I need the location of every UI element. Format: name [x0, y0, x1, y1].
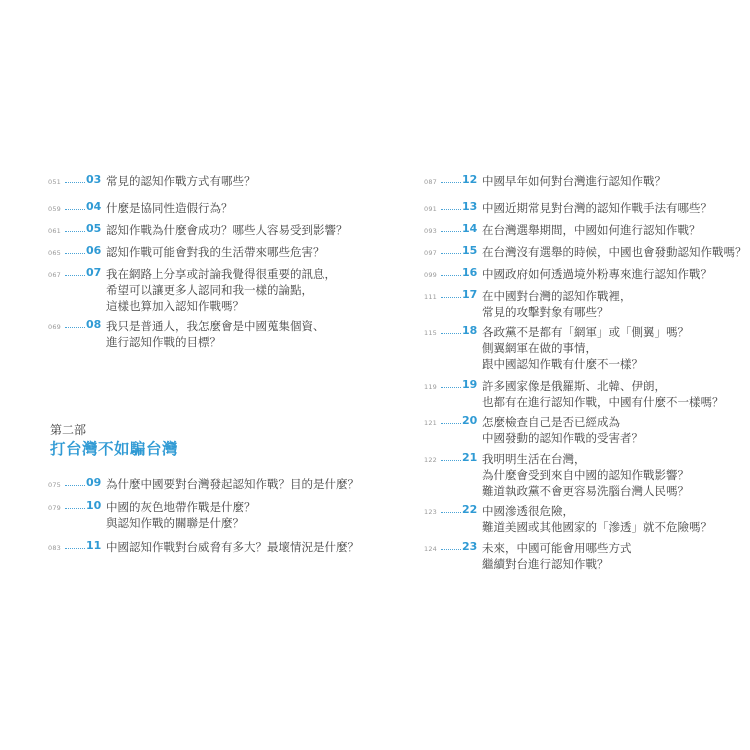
question-line: 什麼是協同性造假行為？	[106, 201, 233, 215]
leader-dots	[441, 291, 461, 298]
leader-dots	[65, 176, 85, 183]
question-line: 繼續對台進行認知作戰？	[482, 557, 609, 571]
leader-dots	[65, 247, 85, 254]
question-text	[106, 539, 361, 555]
question-number: 08	[86, 318, 102, 331]
page-number: 097	[424, 249, 438, 257]
question-line: 中國的灰色地帶作戰是什麼？	[106, 500, 256, 514]
question-text	[482, 288, 737, 320]
question-line: 認知作戰為什麼會成功？哪些人容易受到影響？	[106, 223, 348, 237]
question-line: 許多國家像是俄羅斯、北韓、伊朗，	[482, 379, 666, 393]
question-number: 21	[462, 451, 478, 464]
question-line: 為什麼中國要對台灣發起認知作戰？目的是什麼？	[106, 477, 359, 491]
page-number: 059	[48, 205, 62, 213]
question-text	[482, 503, 737, 535]
question-number: 16	[462, 266, 478, 279]
part-title: 打台灣不如騙台灣	[50, 440, 179, 458]
question-line: 在中國對台灣的認知作戰裡，	[482, 289, 632, 303]
page-number: 093	[424, 227, 438, 235]
question-line: 難道美國或其他國家的「滲透」就不危險嗎？	[482, 520, 712, 534]
question-number: 06	[86, 244, 102, 257]
question-line: 為什麼會受到來自中國的認知作戰影響？	[482, 468, 689, 482]
question-text	[482, 378, 737, 410]
leader-dots	[65, 502, 85, 509]
page-number: 061	[48, 227, 62, 235]
leader-dots	[441, 454, 461, 461]
question-line: 常見的認知作戰方式有哪些？	[106, 174, 256, 188]
question-number: 03	[86, 173, 102, 186]
question-number: 05	[86, 222, 102, 235]
question-number: 15	[462, 244, 478, 257]
question-line: 在台灣沒有選舉的時候，中國也會發動認知作戰嗎？	[482, 245, 747, 259]
question-number: 19	[462, 378, 478, 391]
question-text	[482, 540, 737, 572]
question-number: 12	[462, 173, 478, 186]
page-number: 111	[424, 293, 438, 301]
page-number: 122	[424, 456, 438, 464]
question-text	[106, 222, 361, 238]
leader-dots	[65, 203, 85, 210]
question-number: 20	[462, 414, 478, 427]
question-number: 23	[462, 540, 478, 553]
question-line: 中國早年如何對台灣進行認知作戰？	[482, 174, 666, 188]
leader-dots	[441, 176, 461, 183]
leader-dots	[441, 247, 461, 254]
question-text	[482, 414, 737, 446]
question-number: 04	[86, 200, 102, 213]
page-number: 051	[48, 178, 62, 186]
question-text	[106, 173, 361, 189]
question-line: 難道執政黨不會更容易洗腦台灣人民嗎？	[482, 484, 689, 498]
question-line: 中國政府如何透過境外粉專來進行認知作戰？	[482, 267, 712, 281]
question-line: 中國近期常見對台灣的認知作戰手法有哪些？	[482, 201, 712, 215]
question-line: 中國滲透很危險，	[482, 504, 574, 518]
page-number: 119	[424, 383, 438, 391]
question-text	[106, 476, 361, 492]
question-line: 我明明生活在台灣，	[482, 452, 586, 466]
leader-dots	[441, 381, 461, 388]
question-line: 也都有在進行認知作戰，中國有什麼不一樣嗎？	[482, 395, 724, 409]
question-text	[482, 200, 737, 216]
question-number: 07	[86, 266, 102, 279]
leader-dots	[441, 543, 461, 550]
question-text	[106, 266, 361, 314]
page-number: 069	[48, 323, 62, 331]
question-text	[482, 244, 747, 260]
question-line: 常見的攻擊對象有哪些？	[482, 305, 609, 319]
question-line: 我只是普通人，我怎麼會是中國蒐集個資、	[106, 319, 325, 333]
question-text	[106, 200, 361, 216]
question-number: 14	[462, 222, 478, 235]
page-number: 124	[424, 545, 438, 553]
leader-dots	[65, 479, 85, 486]
leader-dots	[65, 269, 85, 276]
question-number: 18	[462, 324, 478, 337]
question-number: 11	[86, 539, 102, 552]
question-text	[482, 324, 737, 372]
page-number: 091	[424, 205, 438, 213]
page-number: 099	[424, 271, 438, 279]
page-number: 079	[48, 504, 62, 512]
page-number: 087	[424, 178, 438, 186]
leader-dots	[441, 225, 461, 232]
question-line: 與認知作戰的關聯是什麼？	[106, 516, 244, 530]
leader-dots	[441, 506, 461, 513]
question-line: 希望可以讓更多人認同和我一樣的論點，	[106, 283, 313, 297]
question-line: 怎麼檢查自己是否已經成為	[482, 415, 620, 429]
page-number: 075	[48, 481, 62, 489]
leader-dots	[441, 417, 461, 424]
question-line: 進行認知作戰的目標？	[106, 335, 221, 349]
page-number: 065	[48, 249, 62, 257]
leader-dots	[65, 225, 85, 232]
question-number: 09	[86, 476, 102, 489]
page-number: 121	[424, 419, 438, 427]
question-text	[106, 499, 361, 531]
question-number: 13	[462, 200, 478, 213]
question-text	[106, 318, 361, 350]
part-label: 第二部	[50, 423, 87, 437]
part-heading	[50, 422, 178, 460]
question-number: 22	[462, 503, 478, 516]
page-number: 123	[424, 508, 438, 516]
leader-dots	[65, 542, 85, 549]
page-number: 067	[48, 271, 62, 279]
question-text	[482, 173, 737, 189]
question-text	[482, 222, 737, 238]
question-line: 側翼網軍在做的事情，	[482, 341, 597, 355]
leader-dots	[441, 203, 461, 210]
question-line: 中國認知作戰對台威脅有多大？最壞情況是什麼？	[106, 540, 359, 554]
question-line: 跟中國認知作戰有什麼不一樣？	[482, 357, 643, 371]
question-text	[482, 266, 737, 282]
page-number: 083	[48, 544, 62, 552]
leader-dots	[441, 269, 461, 276]
leader-dots	[441, 327, 461, 334]
question-text	[106, 244, 361, 260]
leader-dots	[65, 321, 85, 328]
question-line: 我在網路上分享或討論我覺得很重要的訊息，	[106, 267, 336, 281]
question-line: 各政黨不是都有「網軍」或「側翼」嗎？	[482, 325, 689, 339]
page-number: 115	[424, 329, 438, 337]
question-line: 中國發動的認知作戰的受害者？	[482, 431, 643, 445]
question-number: 10	[86, 499, 102, 512]
question-text	[482, 451, 737, 499]
question-number: 17	[462, 288, 478, 301]
question-line: 這樣也算加入認知作戰嗎？	[106, 299, 244, 313]
question-line: 未來，中國可能會用哪些方式	[482, 541, 632, 555]
question-line: 在台灣選舉期間，中國如何進行認知作戰？	[482, 223, 701, 237]
question-line: 認知作戰可能會對我的生活帶來哪些危害？	[106, 245, 325, 259]
